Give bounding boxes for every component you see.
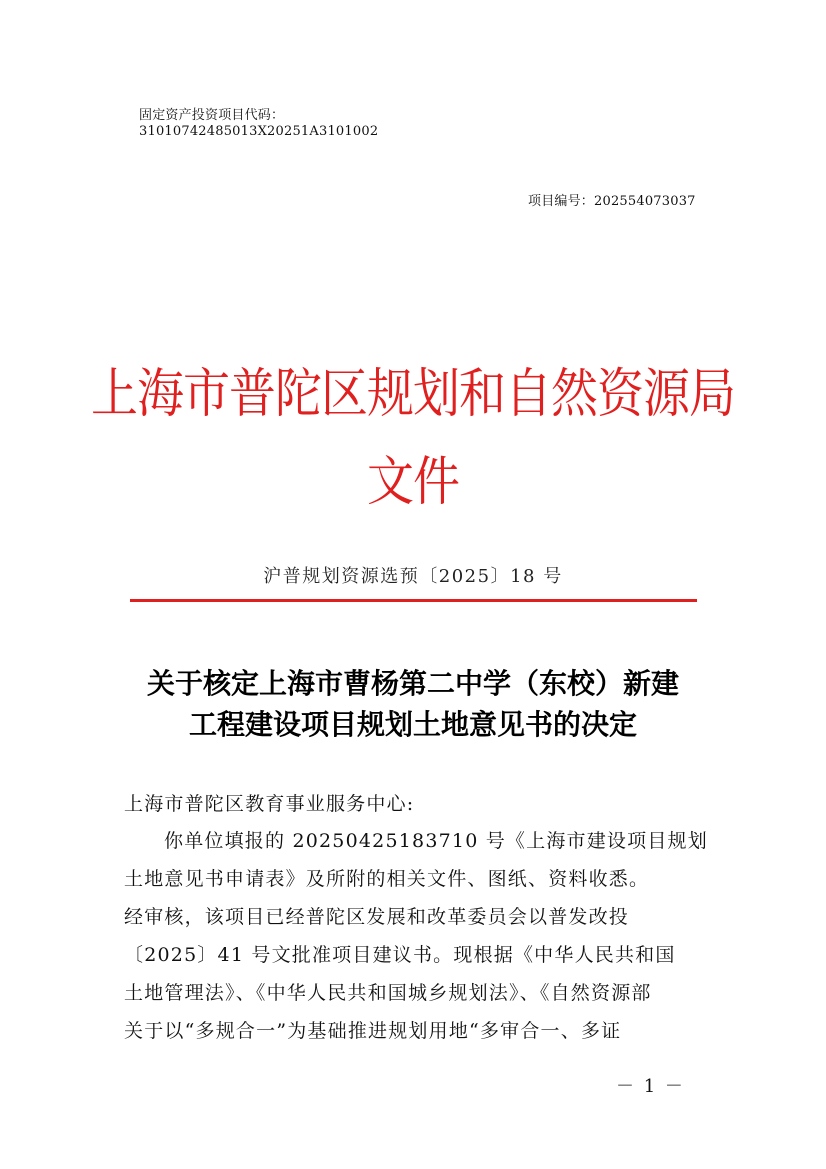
paragraph-line: 土地管理法》、《中华人民共和国城乡规划法》、《自然资源部: [124, 982, 652, 1004]
paragraph-line: 土地意见书申请表》及所附的相关文件、图纸、资料收悉。: [124, 868, 650, 890]
red-divider-line: [130, 599, 697, 602]
headline-line-2: 工程建设项目规划土地意见书的决定: [188, 708, 637, 741]
paragraph-line: 你单位填报的 20250425183710 号《上海市建设项目规划: [164, 830, 708, 852]
headline-line-1: 关于核定上海市曹杨第二中学（东校）新建: [146, 667, 679, 700]
investment-code-value: 31010742485013X20251A3101002: [139, 124, 379, 139]
addressee: 上海市普陀区教育事业服务中心:: [124, 793, 415, 815]
issuing-organization: 上海市普陀区规划和自然资源局: [91, 363, 735, 425]
investment-code-label: 固定资产投资项目代码：: [139, 108, 285, 123]
document-number: 沪普规划资源选预〔2025〕18 号: [263, 566, 563, 587]
document-type: 文件: [367, 451, 459, 513]
paragraph-line: 〔2025〕41 号文批准项目建议书。现根据《中华人民共和国: [124, 944, 676, 966]
paragraph-line: 经审核，该项目已经普陀区发展和改革委员会以普发改投: [124, 906, 630, 928]
page-number: － 1 －: [616, 1076, 685, 1097]
project-number: 项目编号：202554073037: [528, 194, 696, 209]
paragraph-line: 关于以“多规合一”为基础推进规划用地“多审合一、多证: [124, 1020, 622, 1042]
